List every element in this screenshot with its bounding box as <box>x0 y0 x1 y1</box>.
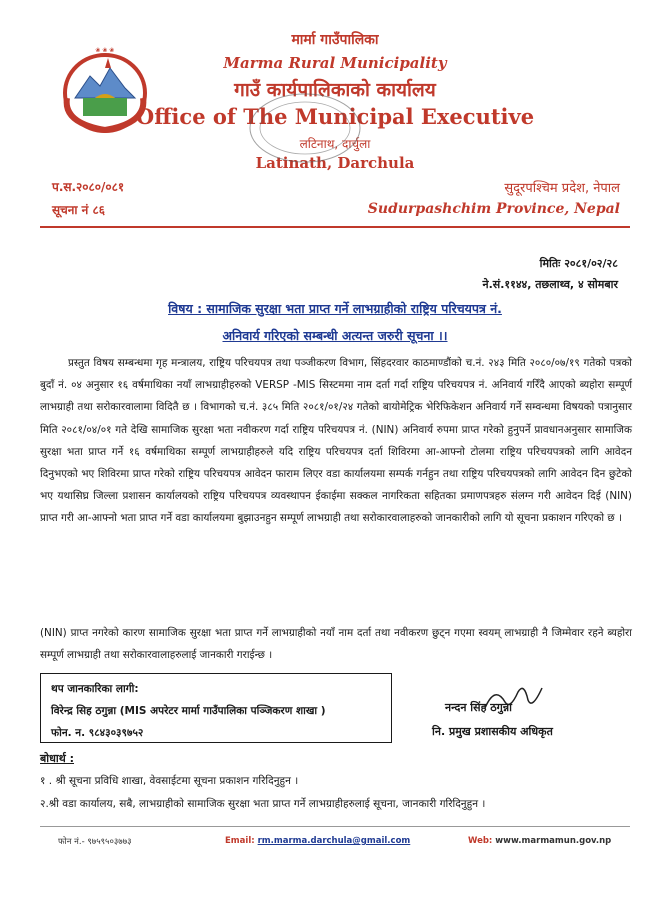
signatory-title: नि. प्रमुख प्रशासकीय अधिकृत <box>432 725 553 738</box>
contact-title: थप जानकारिका लागी: <box>51 683 139 695</box>
footer-email <box>225 836 410 846</box>
footer-web-label: Web: <box>468 836 493 846</box>
footer-web-link[interactable]: www.marmamun.gov.np <box>495 836 612 846</box>
address-en: Latinath, Darchula <box>255 154 415 172</box>
office-stamp-icon <box>235 88 375 168</box>
footer-email-label: Email: <box>225 836 255 846</box>
cc-item-2: २.श्री वडा कार्यालय, सबै, लाभग्राहीको सामाजिक सुरक्षा भता प्राप्त गर्ने लाभग्राहीहरुलाई सूचना, जानकारी गरिदिनुहुन । <box>40 798 486 810</box>
contact-name: विरेन्द्र सिह ठगुन्ना (MIS अपरेटर मार्मा गाउँपालिका पञ्जिकरण शाखा ) <box>51 705 326 717</box>
contact-box <box>40 673 392 743</box>
cc-item-1: १ . श्री सूचना प्रविधि शाखा, वेवसाईटमा सूचना प्रकाशन गरिदिनुहुन । <box>40 775 299 787</box>
cc-title: बोधार्थ : <box>40 752 75 765</box>
body-paragraph-1: प्रस्तुत विषय सम्बन्धमा गृह मन्त्रालय, राष्ट्रिय परिचयपत्र तथा पञ्जीकरण विभाग, सिंहदरवार काठमाण्डौंको च.नं. २४३ मिति २०८०/०७/१९ गतेको पत्रको बुदाँ नं. ०४ अनुसार १६ वर्षमाथिका नयाँ लाभग्राहीहरुको VERSP -MIS सिस्टममा नाम दर्ता गर्दा राष्ट्रिय परिचयपत्र नं. अनिवार्य गरिँदै आएको ब्यहोरा सम्पूर्ण लाभग्राही तथा सरोकारवालामा विदितै छ । विभागको च.नं. ३८५ मिति २०८१/०१/२४ गतेको बायोमेट्रिक भेरिफिकेशन अनिवार्य गर्ने सम्वन्धमा विषयको पत्रानुसार मिति २०८१/०४/०१ गते देखि सामाजिक सुरक्षा भता नवीकरण गर्दा राष्ट्रिय परिचयपत्र नं. (NIN) अनिवार्य रुपमा प्राप्त गरेको हुनुपर्ने प्रावधानअनुसार सामाजिक सुरक्षा भता प्राप्त गर्ने १६ वर्षमाथिका सम्पूर्ण लाभग्राहीहरुले यदि राष्ट्रिय परिचयपत्र दर्ता शिविरमा आ-आफ्नो टोलमा राष्ट्रिय परिचयपत्रको लागि आवेदन दिनुभएको भए शिविरमा प्राप्त गरेको राष्ट्रिय परिचयपत्र आवेदन फाराम लिएर वडा कार्यालयमा सम्पर्क गर्नहुन तथा राष्ट्रिय परिचयपत्रको लागि आवेदन दिन छुटेको भए यथासिघ्र जिल्ला प्रशासन कार्यालयको राष्ट्रिय परिचयपत्र व्यवस्थापन ईकाईमा सक्कल नागरिकता सहितका प्रमाणपत्रहरु संलग्न गरी आवेदन दिई (NIN) प्राप्त गरी आ-आफ्नो भता प्राप्त गर्ने वडा कार्यालयमा बुझाउनहुन सम्पूर्ण लाभग्राही तथा सरोकारवालाहरुको जानकारीको लागि यो सूचना प्रकाशन गरिएको छ । <box>40 357 632 525</box>
header-divider <box>40 226 630 228</box>
footer-web <box>468 836 611 846</box>
address-np: लटिनाथ, दार्चुला <box>299 137 371 151</box>
province-en: Sudurpashchim Province, Nepal <box>367 201 620 217</box>
svg-text:❀ ❀ ❀: ❀ ❀ ❀ <box>95 47 115 54</box>
signatory-name: नन्दन सिंह ठगुन्ना <box>445 701 512 714</box>
notice-number: सूचना नं ८६ <box>52 203 105 217</box>
footer-divider <box>40 826 630 827</box>
contact-phone: फोन. न. ९८४३०३९७५२ <box>51 727 144 739</box>
executive-office-en: Office of The Municipal Executive <box>135 104 535 129</box>
footer-email-link[interactable]: rm.marma.darchula@gmail.com <box>257 836 411 846</box>
date-bs: मितिः २०८१/०२/२८ <box>539 257 618 270</box>
office-name-np: मार्मा गाउँपालिका <box>291 32 379 48</box>
footer-phone: फोन नं.- ९७५९५०३७७३ <box>58 837 132 847</box>
body-paragraph-2: (NIN) प्राप्त नगरेको कारण सामाजिक सुरक्षा भता प्राप्त गर्ने लाभग्राहीको नयाँ नाम दर्ता तथा नवीकरण छुट्न गएमा स्वयम् लाभग्राही नै जिम्मेवार रहने ब्यहोरा सम्पूर्ण लाभग्राही तथा सरोकारवालाहरुलाई जानकारी गराईन्छ । <box>40 627 632 662</box>
province-np: सुदूरपश्चिम प्रदेश, नेपाल <box>504 181 620 196</box>
date-ns: ने.सं.११४४, तछलाथ्व, ४ सोमबार <box>482 278 618 291</box>
executive-office-np: गाउँ कार्यपालिकाको कार्यालय <box>234 79 436 101</box>
subject-line-2: अनिवार्य गरिएको सम्बन्धी अत्यन्त जरुरी सूचना ।। <box>222 328 448 343</box>
fiscal-year: प.स.२०८०/०८१ <box>52 180 125 194</box>
subject-line-1: विषय : सामाजिक सुरक्षा भता प्राप्त गर्ने लाभग्राहीको राष्ट्रिय परिचयपत्र नं. <box>168 301 502 316</box>
office-name-en: Marma Rural Municipality <box>223 54 447 72</box>
